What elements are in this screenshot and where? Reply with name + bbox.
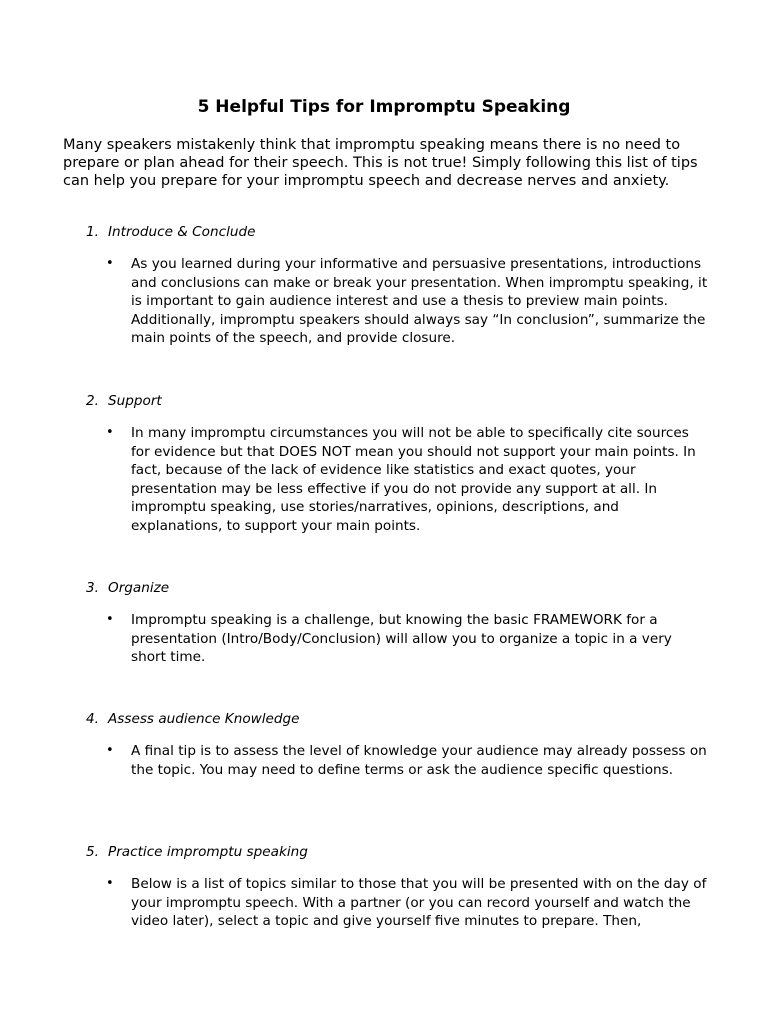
tip-number: 5. — [86, 844, 99, 860]
bullet-icon: • — [106, 425, 114, 440]
tip-number: 1. — [86, 224, 99, 240]
bullet-icon: • — [106, 612, 114, 627]
intro-paragraph: Many speakers mistakenly think that impromptu speaking means there is no need to prepare or plan ahead for their speech. This is not true! Simply following this list of tips can help you prepare for your impromptu speech and decrease nerves and anxiety. — [63, 137, 698, 189]
tip-heading-label: Organize — [108, 580, 170, 596]
tip-bullet-4 — [106, 742, 710, 779]
tip-heading-label: Assess audience Knowledge — [108, 711, 300, 727]
tip-bullet-3 — [106, 611, 710, 667]
tip-heading-5 — [86, 843, 308, 861]
tip-number: 2. — [86, 393, 99, 409]
tip-number: 4. — [86, 711, 99, 727]
tip-heading-label: Practice impromptu speaking — [108, 844, 308, 860]
tip-bullet-2 — [106, 424, 710, 536]
bullet-icon: • — [106, 256, 114, 271]
tip-bullet-text: In many impromptu circumstances you will not be able to specifically cite sources for evidence but that DOES NOT mean you should not support your main points. In fact, because of the lack of evidence like statistics and exact quotes, your presentation may be less effective if you do not provide any support at all. In impromptu speaking, use stories/narratives, opinions, descriptions, and explanations, to support your main points. — [131, 425, 696, 534]
tip-heading-1 — [86, 223, 255, 241]
tip-heading-4 — [86, 710, 300, 728]
tip-bullet-1 — [106, 255, 710, 348]
tip-heading-label: Introduce & Conclude — [108, 224, 256, 240]
tip-bullet-5 — [106, 875, 710, 931]
tip-bullet-text: A final tip is to assess the level of knowledge your audience may already possess on the topic. You may need to define terms or ask the audience specific questions. — [131, 743, 707, 778]
document-title: 5 Helpful Tips for Impromptu Speaking — [197, 97, 571, 117]
bullet-icon: • — [106, 876, 114, 891]
bullet-icon: • — [106, 743, 114, 758]
tip-heading-3 — [86, 579, 169, 597]
tip-number: 3. — [86, 580, 99, 596]
tip-bullet-text: Below is a list of topics similar to those that you will be presented with on the day of your impromptu speech. With a partner (or you can record yourself and watch the video later), select a topic and give yourself five minutes to prepare. Then, — [131, 876, 707, 930]
tip-bullet-text: As you learned during your informative and persuasive presentations, introductions and conclusions can make or break your presentation. When impromptu speaking, it is important to gain audience interest and use a thesis to preview main points. Additionally, impromptu speakers should always say “In conclusion”, summarize the main points of the speech, and provide closure. — [131, 256, 708, 347]
tip-bullet-text: Impromptu speaking is a challenge, but knowing the basic FRAMEWORK for a presentation (Intro/Body/Conclusion) will allow you to organize a topic in a very short time. — [131, 612, 672, 666]
tip-heading-2 — [86, 392, 162, 410]
tip-heading-label: Support — [108, 393, 162, 409]
